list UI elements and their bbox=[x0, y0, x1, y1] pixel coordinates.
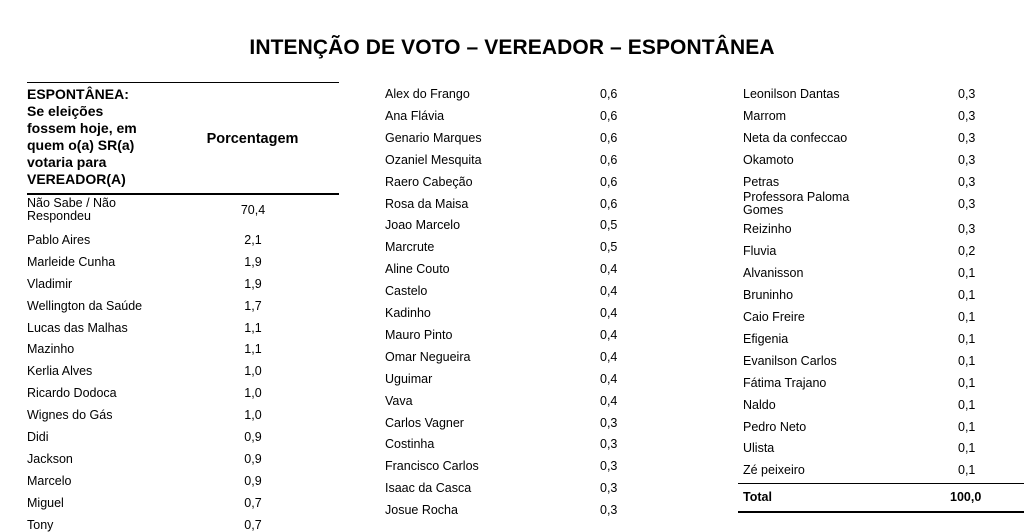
row-name: Mazinho bbox=[27, 342, 75, 357]
row-name: Leonilson Dantas bbox=[743, 87, 840, 101]
row-name: Marcelo bbox=[27, 473, 72, 488]
row-name: Neta da confeccao bbox=[743, 130, 848, 145]
question-line: VEREADOR(A) bbox=[27, 171, 126, 187]
row-value: 0,7 bbox=[244, 517, 262, 532]
row-value: 0,9 bbox=[244, 451, 262, 466]
total-top-rule bbox=[738, 483, 1024, 484]
row-name: Francisco Carlos bbox=[385, 459, 479, 474]
row-name: Vava bbox=[385, 393, 413, 408]
row-value: 1,0 bbox=[244, 408, 262, 423]
row-value: 2,1 bbox=[244, 232, 262, 247]
row-name: Tony bbox=[27, 517, 54, 532]
row-name: Vladimir bbox=[27, 276, 73, 291]
row-name: Kerlia Alves bbox=[27, 364, 93, 379]
row-name: Ozaniel Mesquita bbox=[385, 152, 482, 167]
row-value: 0,6 bbox=[600, 174, 618, 189]
row-name: Alvanisson bbox=[743, 266, 804, 281]
row-value: 0,4 bbox=[600, 262, 618, 277]
row-value: 0,1 bbox=[958, 310, 976, 324]
row-name: Efigenia bbox=[743, 331, 789, 346]
question-header bbox=[27, 86, 167, 188]
row-name: Carlos Vagner bbox=[385, 415, 464, 430]
row-name: Mauro Pinto bbox=[385, 327, 453, 342]
row-name: Lucas das Malhas bbox=[27, 320, 128, 335]
row-name: Não Sabe / Não Respondeu bbox=[27, 196, 116, 223]
row-name: Rosa da Maisa bbox=[385, 196, 469, 211]
row-name: Marleide Cunha bbox=[27, 254, 116, 269]
row-value: 1,7 bbox=[244, 298, 262, 313]
row-value: 0,1 bbox=[958, 441, 976, 456]
left-table-top-rule bbox=[27, 82, 339, 83]
row-name: Costinha bbox=[385, 437, 435, 452]
row-value: 1,0 bbox=[244, 386, 262, 401]
row-value: 0,1 bbox=[958, 266, 976, 281]
row-value: 0,4 bbox=[600, 371, 618, 386]
row-value: 0,3 bbox=[958, 152, 976, 167]
row-name: Marcrute bbox=[385, 240, 435, 255]
row-value: 0,3 bbox=[958, 130, 976, 145]
row-name: Jackson bbox=[27, 451, 73, 466]
row-name: Uguimar bbox=[385, 371, 433, 386]
row-name: Zé peixeiro bbox=[743, 463, 805, 478]
row-name: Wellington da Saúde bbox=[27, 298, 143, 313]
question-line: Se eleições bbox=[27, 103, 104, 119]
row-name: Raero Cabeção bbox=[385, 174, 473, 189]
row-name: Omar Negueira bbox=[385, 349, 471, 364]
row-value: 0,1 bbox=[958, 419, 976, 434]
row-name: Marrom bbox=[743, 108, 787, 123]
row-value: 0,3 bbox=[958, 87, 976, 101]
row-name: Ricardo Dodoca bbox=[27, 386, 117, 401]
row-name: Josue Rocha bbox=[385, 503, 458, 518]
row-value: 0,4 bbox=[600, 327, 618, 342]
question-line: ESPONTÂNEA: bbox=[27, 86, 129, 102]
row-value: 0,4 bbox=[600, 306, 618, 320]
row-name: Kadinho bbox=[385, 306, 431, 320]
row-value: 0,1 bbox=[958, 375, 976, 390]
row-value: 0,3 bbox=[958, 222, 976, 237]
row-value: 70,4 bbox=[240, 203, 266, 217]
row-value: 0,3 bbox=[958, 108, 976, 123]
row-value: 0,3 bbox=[958, 174, 976, 189]
row-value: 0,6 bbox=[600, 152, 618, 167]
row-value: 1,9 bbox=[244, 254, 262, 269]
row-value: 0,6 bbox=[600, 196, 618, 211]
row-name: Fátima Trajano bbox=[743, 375, 827, 390]
total-label: Total bbox=[743, 490, 772, 504]
row-name: Didi bbox=[27, 430, 49, 444]
row-name: Pedro Neto bbox=[743, 419, 807, 434]
row-value: 0,3 bbox=[958, 196, 976, 211]
row-name: Alex do Frango bbox=[385, 87, 470, 101]
left-table-header-rule bbox=[27, 193, 339, 195]
row-value: 0,9 bbox=[244, 473, 262, 488]
row-value: 0,1 bbox=[958, 397, 976, 412]
row-name: Miguel bbox=[27, 495, 64, 510]
row-value: 0,3 bbox=[600, 459, 618, 474]
row-value: 0,7 bbox=[244, 495, 262, 510]
row-value: 0,1 bbox=[958, 331, 976, 346]
row-value: 0,9 bbox=[244, 430, 262, 444]
row-value: 0,4 bbox=[600, 284, 618, 299]
row-name: Professora Paloma Gomes bbox=[743, 189, 850, 217]
row-value: 0,3 bbox=[600, 503, 618, 518]
row-value: 0,6 bbox=[600, 130, 618, 145]
percent-header: Porcentagem bbox=[206, 131, 299, 147]
row-value: 1,1 bbox=[244, 342, 262, 357]
row-name: Fluvia bbox=[743, 244, 777, 259]
row-name: Bruninho bbox=[743, 288, 794, 303]
row-name: Joao Marcelo bbox=[385, 218, 461, 233]
row-name: Reizinho bbox=[743, 222, 792, 237]
page-title: INTENÇÃO DE VOTO – VEREADOR – ESPONTÂNEA bbox=[249, 36, 775, 59]
row-value: 0,4 bbox=[600, 393, 618, 408]
row-value: 0,1 bbox=[958, 288, 976, 303]
row-value: 0,6 bbox=[600, 87, 618, 101]
total-bottom-rule bbox=[738, 511, 1024, 513]
row-name: Pablo Aires bbox=[27, 232, 91, 247]
row-value: 0,1 bbox=[958, 353, 976, 368]
row-name: Okamoto bbox=[743, 152, 794, 167]
question-line: quem o(a) SR(a) bbox=[27, 137, 135, 153]
row-value: 0,3 bbox=[600, 415, 618, 430]
row-name: Castelo bbox=[385, 284, 428, 299]
row-value: 0,3 bbox=[600, 437, 618, 452]
row-value: 0,4 bbox=[600, 349, 618, 364]
row-name: Naldo bbox=[743, 397, 776, 412]
row-name: Ulista bbox=[743, 441, 775, 456]
row-name: Aline Couto bbox=[385, 262, 450, 277]
row-value: 0,2 bbox=[958, 244, 976, 259]
question-line: fossem hoje, em bbox=[27, 120, 137, 136]
row-name: Ana Flávia bbox=[385, 108, 445, 123]
row-name: Petras bbox=[743, 174, 780, 189]
row-value: 0,6 bbox=[600, 108, 618, 123]
row-value: 1,9 bbox=[244, 276, 262, 291]
row-name: Wignes do Gás bbox=[27, 408, 113, 423]
row-value: 1,1 bbox=[244, 320, 262, 335]
row-value: 0,1 bbox=[958, 463, 976, 478]
row-name: Evanilson Carlos bbox=[743, 353, 837, 368]
row-value: 0,5 bbox=[600, 240, 618, 255]
row-name: Genario Marques bbox=[385, 130, 482, 145]
row-value: 0,3 bbox=[600, 481, 618, 496]
row-name: Isaac da Casca bbox=[385, 481, 472, 496]
row-value: 0,5 bbox=[600, 218, 618, 233]
total-value: 100,0 bbox=[950, 490, 982, 504]
row-value: 1,0 bbox=[244, 364, 262, 379]
question-line: votaria para bbox=[27, 154, 107, 170]
row-name: Caio Freire bbox=[743, 310, 805, 324]
